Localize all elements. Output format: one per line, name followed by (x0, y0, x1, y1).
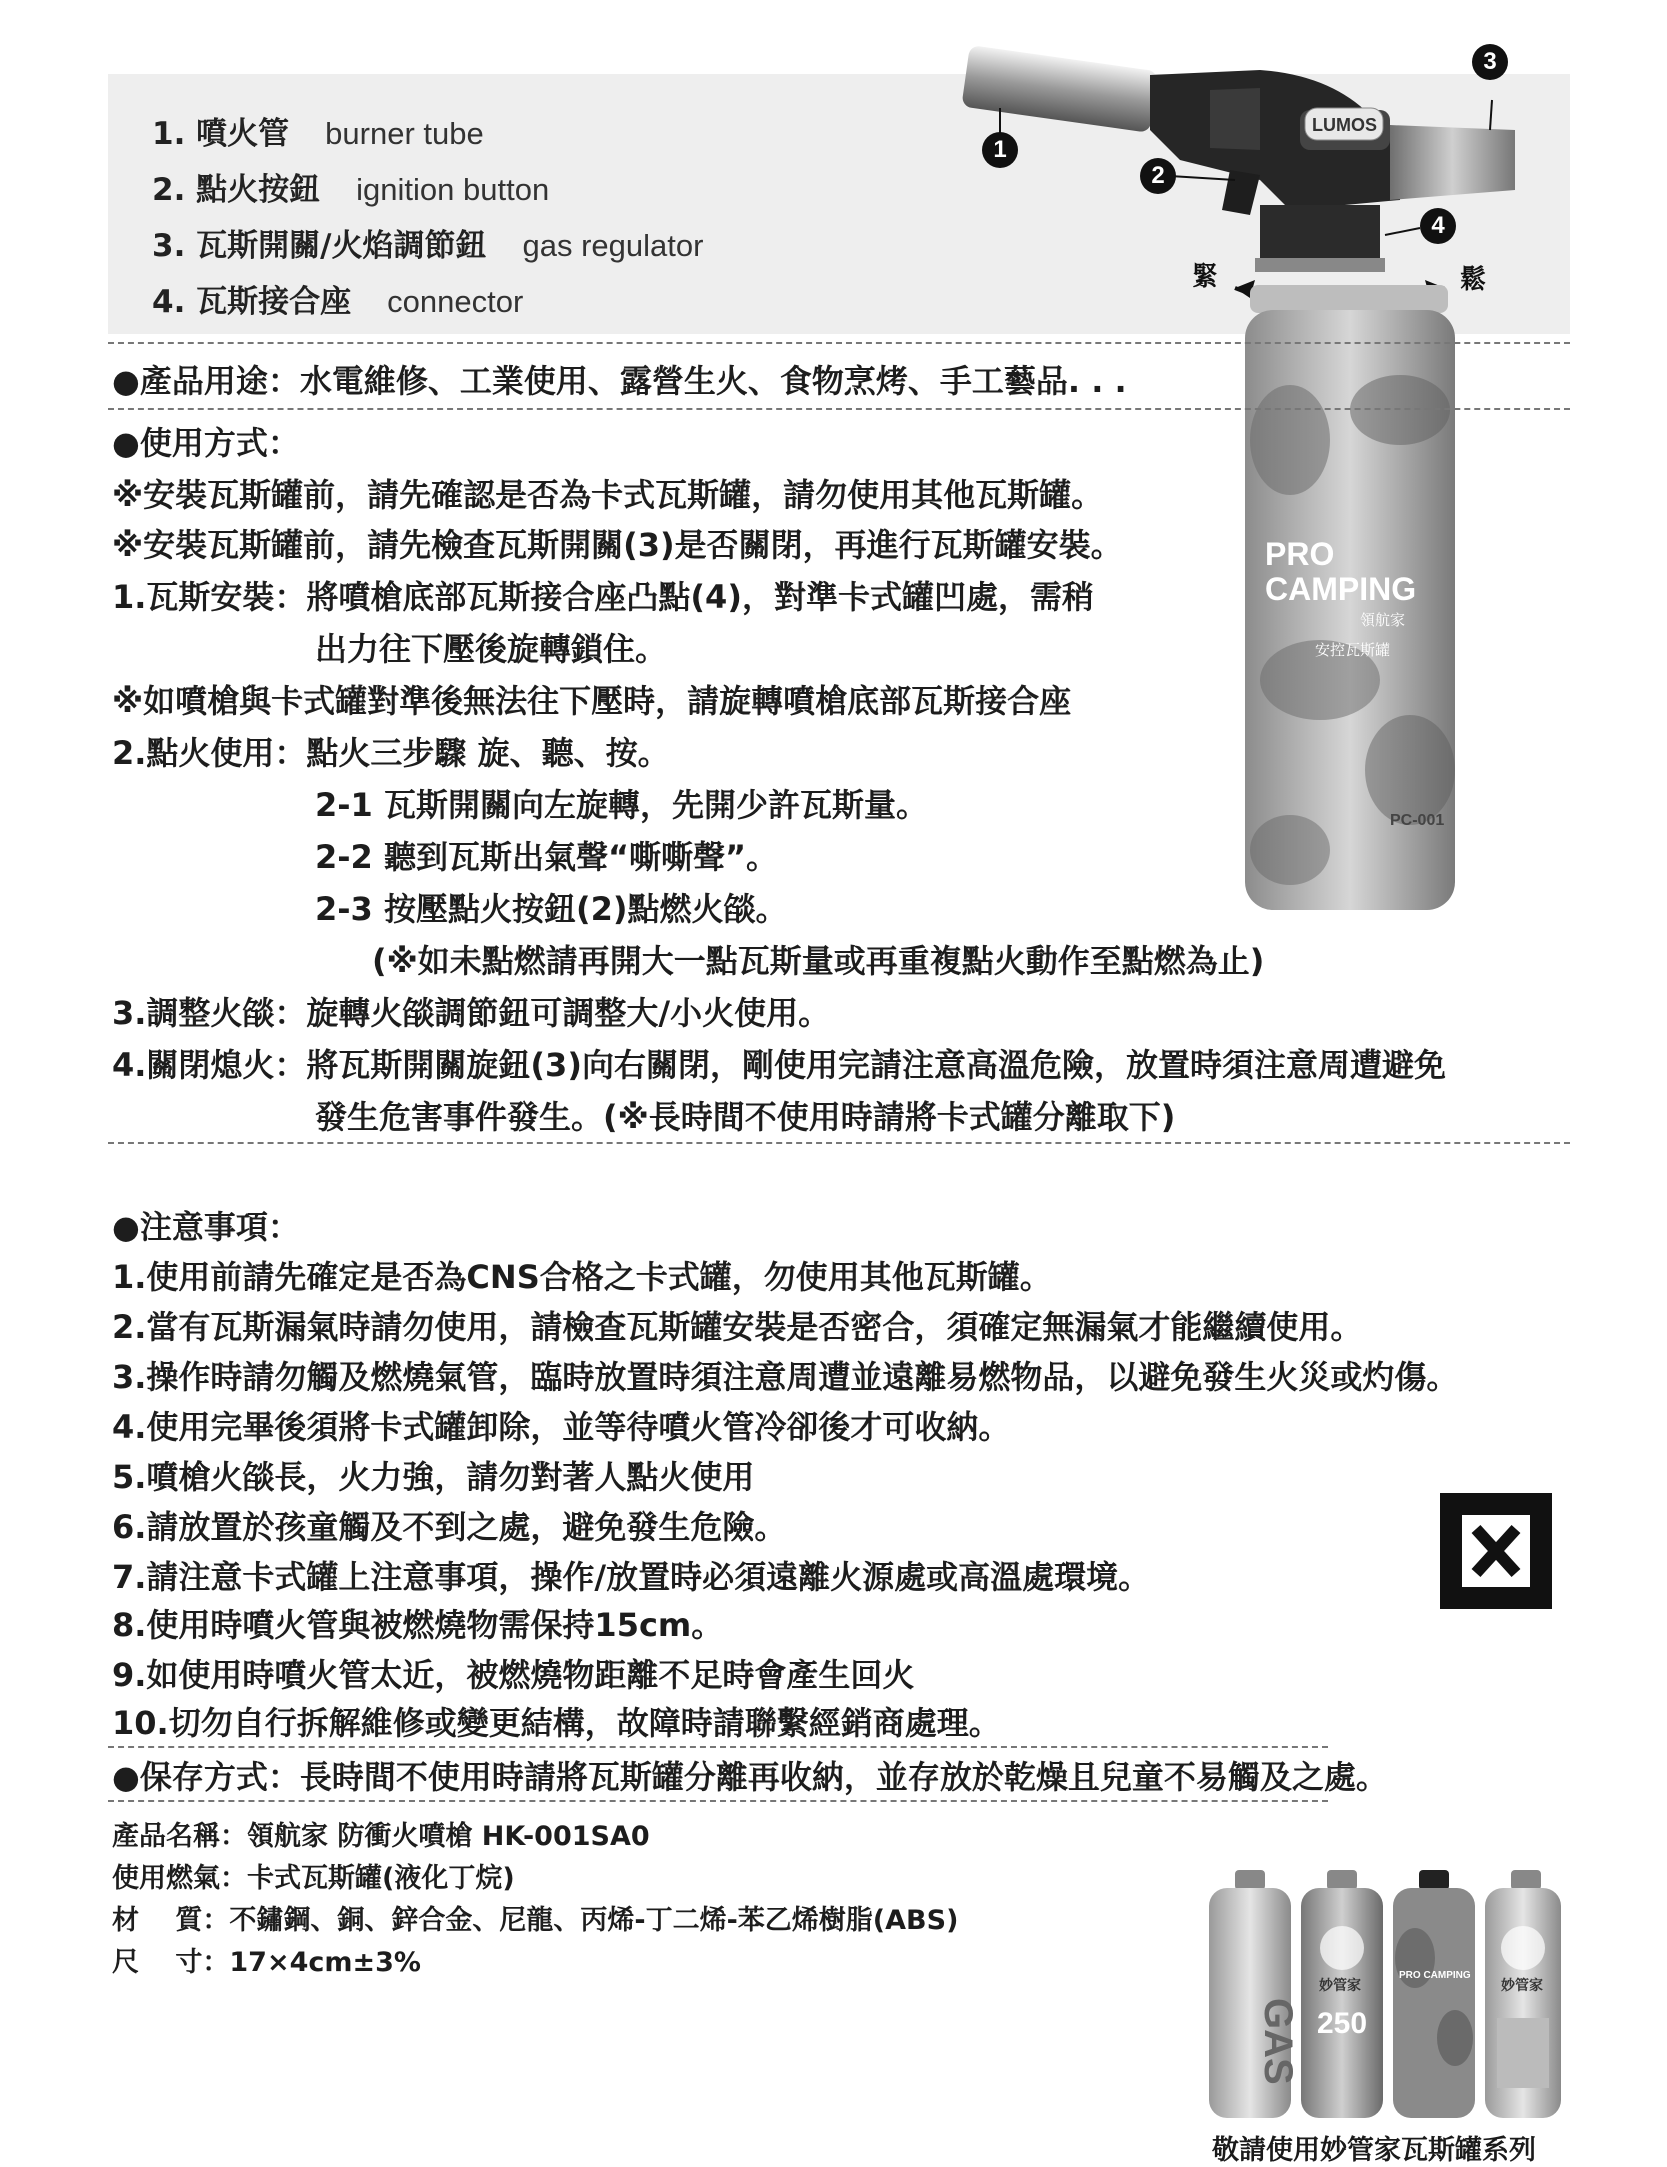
divider (108, 342, 1570, 344)
part-1: 1. 噴火管 burner tube (152, 116, 484, 152)
part-3: 3. 瓦斯開關/火焰調節鈕 gas regulator (152, 228, 704, 264)
spec-material: 材 質：不鏽鋼、銅、鋅合金、尼龍、丙烯-丁二烯-苯乙烯樹脂(ABS) (112, 1905, 959, 1936)
usage-line: 2.點火使用：點火三步驟 旋、聽、按。 (112, 734, 670, 772)
svg-text:250: 250 (1317, 2007, 1368, 2040)
note-item: 10.切勿自行拆解維修或變更結構，故障時請聯繫經銷商處理。 (112, 1704, 1001, 1742)
storage-note: ●保存方式：長時間不使用時請將瓦斯罐分離再收納，並存放於乾燥且兒童不易觸及之處。 (112, 1758, 1388, 1796)
usage-line: ※如噴槍與卡式罐對準後無法往下壓時，請旋轉噴槍底部瓦斯接合座 (112, 682, 1072, 720)
part-2: 2. 點火按鈕 ignition button (152, 172, 550, 208)
ignition-button (1222, 170, 1260, 215)
spec-name: 產品名稱：領航家 防衝火噴槍 HK-001SA0 (112, 1821, 650, 1852)
usage-purpose: ●產品用途：水電維修、工業使用、露營生火、食物烹烤、手工藝品. . . (112, 362, 1127, 400)
note-item: 3.操作時請勿觸及燃燒氣管，臨時放置時須注意周遭並遠離易燃物品，以避免發生火災或灼傷。 (112, 1358, 1459, 1396)
burner-tube (961, 45, 1158, 133)
note-item: 6.請放置於孩童觸及不到之處，避免發生危險。 (112, 1508, 787, 1546)
loosen-label: 鬆 (1460, 265, 1487, 295)
can-sub: 安控瓦斯罐 (1315, 641, 1391, 659)
can-pro: PRO (1265, 536, 1335, 572)
cans-caption: 敬請使用妙管家瓦斯罐系列 (1212, 2135, 1536, 2166)
usage-line: 出力往下壓後旋轉鎖住。 (315, 630, 668, 668)
callout-2: 2 (1140, 158, 1176, 194)
gas-can (1245, 285, 1455, 910)
can-brand-zh: 領航家 (1360, 611, 1406, 629)
spec-fuel: 使用燃氣：卡式瓦斯罐(液化丁烷) (112, 1863, 515, 1894)
note-item: 2.當有瓦斯漏氣時請勿使用，請檢查瓦斯罐安裝是否密合，須確定無漏氣才能繼續使用。 (112, 1308, 1363, 1346)
recycle-icon (1432, 1485, 1560, 1617)
lumos-badge (1305, 108, 1383, 140)
usage-line: ※安裝瓦斯罐前，請先確認是否為卡式瓦斯罐，請勿使用其他瓦斯罐。 (112, 476, 1104, 514)
part-4: 4. 瓦斯接合座 connector (152, 284, 524, 320)
connector (1255, 205, 1385, 272)
usage-line: 發生危害事件發生。(※長時間不使用時請將卡式罐分離取下) (315, 1098, 1176, 1136)
can-4 (1485, 1870, 1561, 2118)
gas-cans-image (1205, 1868, 1565, 2120)
usage-line: 1.瓦斯安裝：將噴槍底部瓦斯接合座凸點(4)，對準卡式罐凹處，需稍 (112, 578, 1094, 616)
svg-text:GAS: GAS (1256, 1998, 1300, 2085)
can-2 (1301, 1870, 1383, 2118)
note-item: 5.噴槍火燄長，火力強，請勿對著人點火使用 (112, 1458, 755, 1496)
usage-heading: ●使用方式： (112, 424, 300, 462)
svg-text:PRO CAMPING: PRO CAMPING (1399, 1970, 1471, 1981)
usage-line: (※如未點燃請再開大一點瓦斯量或再重複點火動作至點燃為止) (372, 942, 1265, 980)
gas-regulator (1390, 125, 1515, 200)
notes-heading: ●注意事項： (112, 1208, 300, 1246)
usage-line: 4.關閉熄火：將瓦斯開關旋鈕(3)向右關閉，剛使用完請注意高溫危險，放置時須注意周遭避免 (112, 1046, 1446, 1084)
usage-line: 3.調整火燄：旋轉火燄調節鈕可調整大/小火使用。 (112, 994, 831, 1032)
can-1 (1209, 1870, 1300, 2118)
note-item: 8.使用時噴火管與被燃燒物需保持15cm。 (112, 1606, 724, 1644)
note-item: 9.如使用時噴火管太近，被燃燒物距離不足時會產生回火 (112, 1656, 915, 1694)
callout-3: 3 (1472, 44, 1508, 80)
can-model: PC-001 (1390, 812, 1445, 829)
tighten-label: 緊 (1192, 262, 1219, 292)
usage-line: 2-2 聽到瓦斯出氣聲“嘶嘶聲”。 (315, 838, 779, 876)
divider (108, 1142, 1570, 1144)
can-camping: CAMPING (1265, 571, 1417, 607)
spec-size: 尺 寸：17×4cm±3% (112, 1947, 421, 1978)
note-item: 4.使用完畢後須將卡式罐卸除，並等待噴火管冷卻後才可收納。 (112, 1408, 1011, 1446)
can-3 (1393, 1870, 1475, 2118)
svg-text:妙管家: 妙管家 (1319, 1978, 1361, 1994)
callout-1: 1 (982, 132, 1018, 168)
divider (108, 1746, 1328, 1748)
divider (108, 408, 1570, 410)
callout-4: 4 (1420, 208, 1456, 244)
divider (108, 1800, 1328, 1802)
usage-line: 2-3 按壓點火按鈕(2)點燃火燄。 (315, 890, 788, 928)
note-item: 1.使用前請先確定是否為CNS合格之卡式罐，勿使用其他瓦斯罐。 (112, 1258, 1052, 1296)
usage-line: ※安裝瓦斯罐前，請先檢查瓦斯開關(3)是否關閉，再進行瓦斯罐安裝。 (112, 526, 1123, 564)
usage-line: 2-1 瓦斯開關向左旋轉，先開少許瓦斯量。 (315, 786, 928, 824)
svg-text:LUMOS: LUMOS (1312, 115, 1377, 135)
svg-text:妙管家: 妙管家 (1501, 1978, 1543, 1994)
note-item: 7.請注意卡式罐上注意事項，操作/放置時必須遠離火源處或高溫處環境。 (112, 1558, 1151, 1596)
